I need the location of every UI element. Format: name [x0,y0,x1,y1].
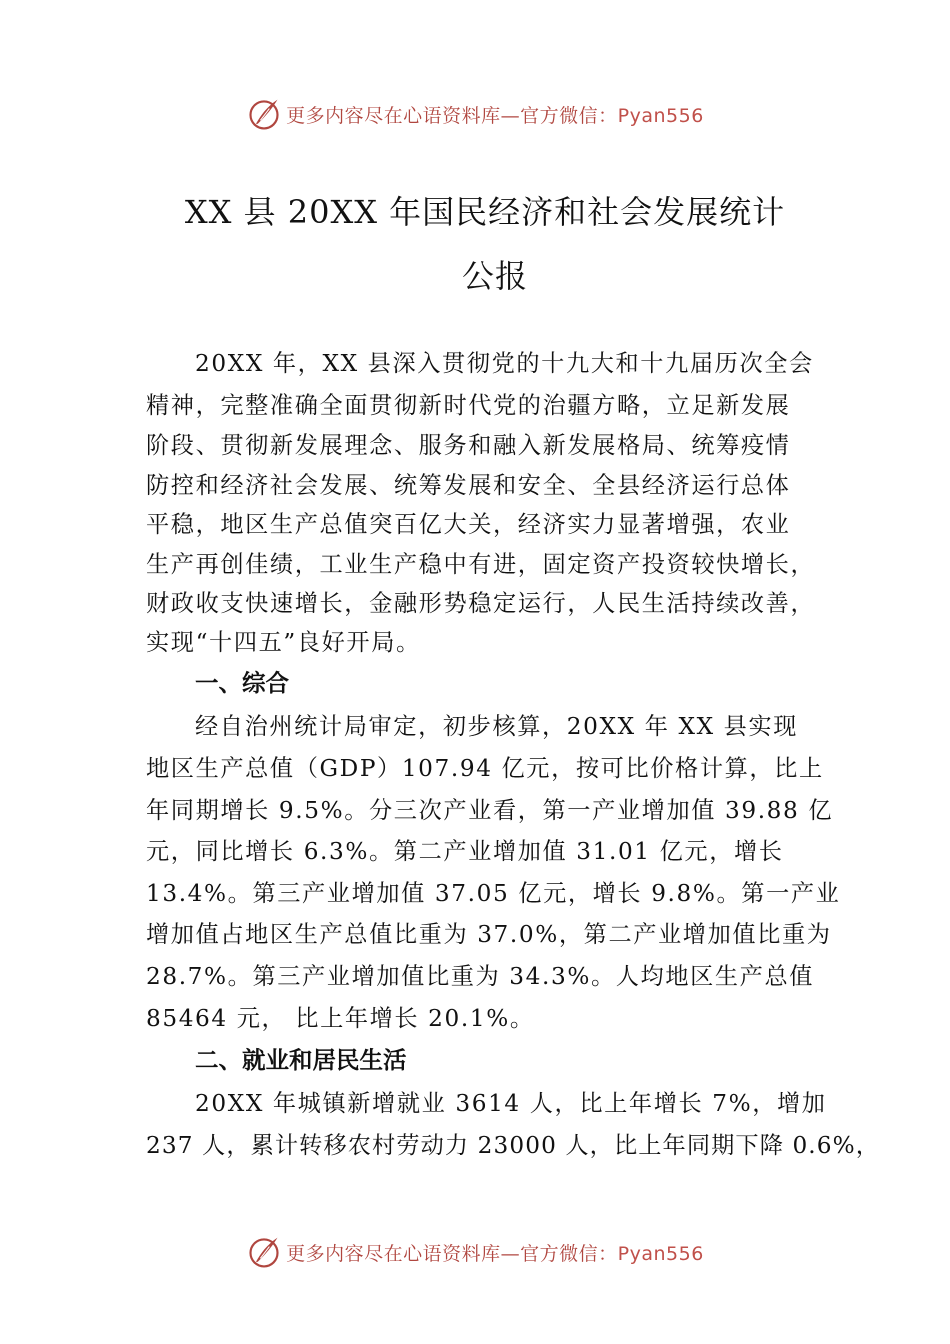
text-line: 28.7%。第三产业增加值比重为 34.3%。人均地区生产总值 [146,963,815,990]
watermark-text [286,1239,704,1266]
watermark-header [0,92,950,136]
watermark-label: 更多内容尽在心语资料库—官方微信： [286,1242,618,1265]
text-line: 生产再创佳绩，工业生产稳中有进，固定资产投资较快增长， [146,551,816,578]
text-line: 年同期增长 9.5%。分三次产业看，第一产业增加值 39.88 亿 [146,797,834,824]
text-line: 13.4%。第三产业增加值 37.05 亿元，增长 9.8%。第一产业 [146,880,841,907]
document-title-line2: 公报 [461,257,528,295]
text-line: 20XX 年，XX 县深入贯彻党的十九大和十九届历次全会 [195,350,814,377]
watermark-wechat-id: Pyan556 [617,104,704,127]
text-line: 85464 元， 比上年增长 20.1%。 [146,1005,535,1032]
text-line: 237 人，累计转移农村劳动力 23000 人，比上年同期下降 0.6%， [146,1132,881,1159]
text-line: 元，同比增长 6.3%。第二产业增加值 31.01 亿元，增长 [146,838,784,865]
text-line: 增加值占地区生产总值比重为 37.0%，第二产业增加值比重为 [146,921,832,948]
section-heading: 一、综合 [195,669,289,697]
watermark-footer [0,1230,950,1274]
watermark-wechat-id: Pyan556 [617,1242,704,1265]
text-line: 精神，完整准确全面贯彻新时代党的治疆方略，立足新发展 [146,392,791,419]
text-line: 20XX 年城镇新增就业 3614 人，比上年增长 7%，增加 [195,1090,827,1117]
text-line: 地区生产总值（GDP）107.94 亿元，按可比价格计算，比上 [146,755,824,782]
text-line: 实现“十四五”良好开局。 [146,629,421,656]
quill-logo-icon [246,96,282,132]
quill-logo-icon [246,1234,282,1270]
text-line: 阶段、贯彻新发展理念、服务和融入新发展格局、统筹疫情 [146,432,791,459]
text-line: 平稳，地区生产总值突百亿大关，经济实力显著增强，农业 [146,511,791,538]
text-line: 经自治州统计局审定，初步核算，20XX 年 XX 县实现 [195,713,799,740]
section-heading: 二、就业和居民生活 [195,1046,407,1074]
watermark-text [286,101,704,128]
watermark-label: 更多内容尽在心语资料库—官方微信： [286,104,618,127]
text-line: 财政收支快速增长，金融形势稳定运行，人民生活持续改善， [146,590,816,617]
document-title-line1: XX 县 20XX 年国民经济和社会发展统计 [184,193,786,231]
text-line: 防控和经济社会发展、统筹发展和安全、全县经济运行总体 [146,472,791,499]
